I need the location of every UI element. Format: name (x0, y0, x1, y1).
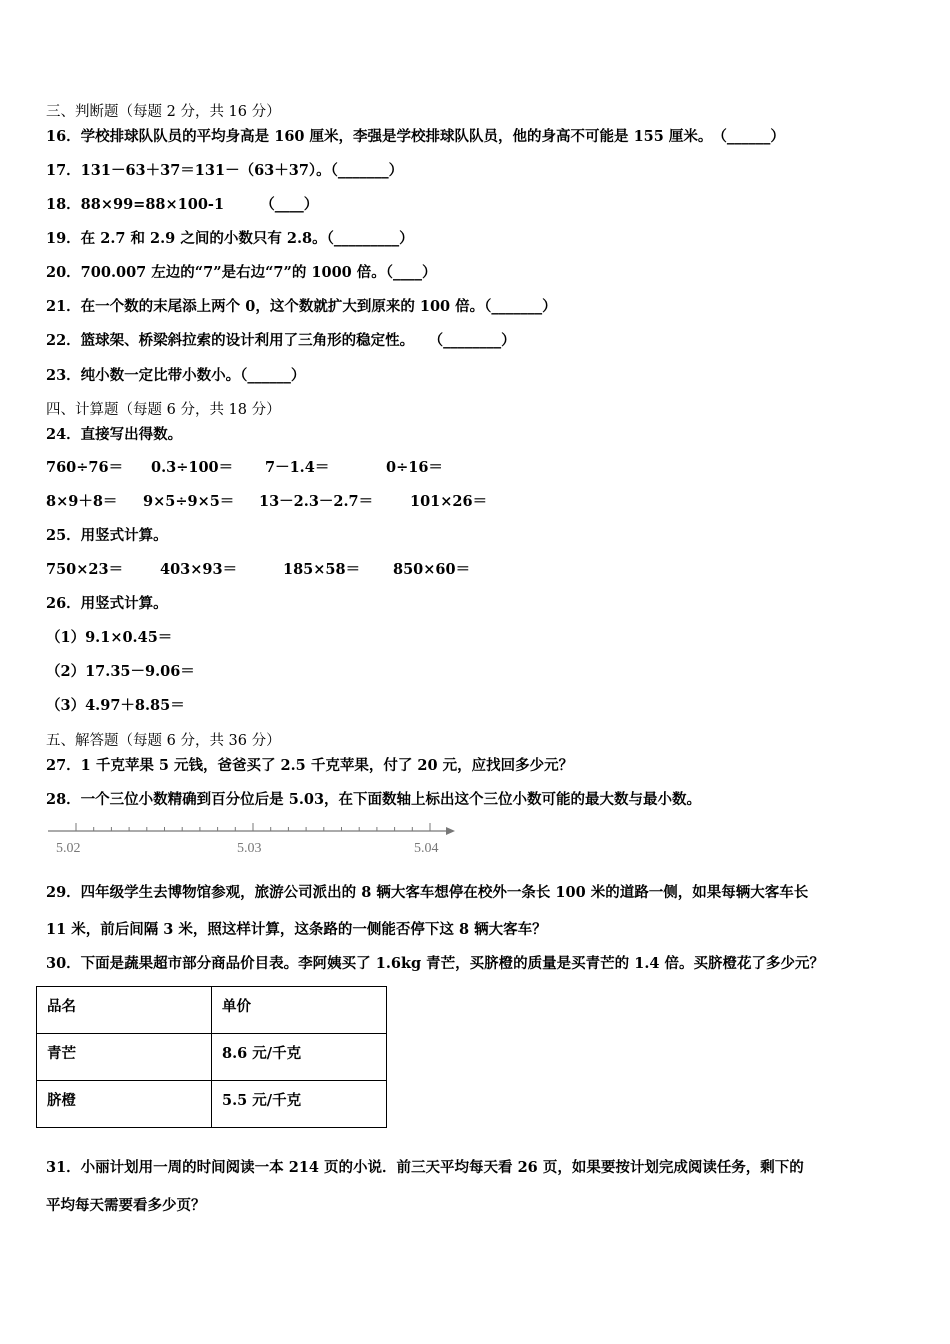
q25-expr: 750×23＝ (46, 561, 124, 578)
table-cell (37, 1081, 212, 1128)
numberline-label: 5.04 (414, 841, 439, 856)
question-31-line-1: 31．小丽计划用一周的时间阅读一本 214 页的小说．前三天平均每天看 26 页，如果要按计划完成阅读任务，剩下的 (46, 1159, 804, 1176)
q24-row-2 (46, 492, 546, 512)
header-price: 单价 (222, 998, 251, 1015)
question-24: 24．直接写出得数。 (46, 426, 183, 443)
q24-expr: 13－2.3－2.7＝ (259, 493, 374, 510)
table-row (37, 1034, 387, 1081)
question-26: 26．用竖式计算。 (46, 595, 168, 612)
question-22: 22．篮球架、桥梁斜拉索的设计利用了三角形的稳定性。 （________） (46, 332, 516, 349)
item-price: 8.6 元/千克 (222, 1045, 302, 1062)
table-row (37, 1081, 387, 1128)
q26-item-1: （1）9.1×0.45＝ (46, 629, 173, 646)
table-cell (37, 1034, 212, 1081)
section-3-title: 三、判断题（每题 2 分，共 16 分） (46, 104, 281, 120)
q25-expr: 185×58＝ (283, 561, 361, 578)
question-27: 27．1 千克苹果 5 元钱，爸爸买了 2.5 千克苹果，付了 20 元，应找回多少元？ (46, 757, 574, 774)
question-16: 16．学校排球队队员的平均身高是 160 厘米，李强是学校排球队队员，他的身高不可能是 155 厘米。 （______） (46, 128, 785, 145)
numberline-label: 5.02 (56, 841, 81, 856)
q25-expr: 850×60＝ (393, 561, 471, 578)
question-28: 28．一个三位小数精确到百分位后是 5.03，在下面数轴上标出这个三位小数可能的最大数与最小数。 (46, 791, 702, 808)
question-29-line-1: 29．四年级学生去博物馆参观，旅游公司派出的 8 辆大客车想停在校外一条长 100 米的道路一侧，如果每辆大客车长 (46, 884, 809, 901)
q24-row-1 (46, 458, 546, 478)
question-29-line-2: 11 米，前后间隔 3 米，照这样计算，这条路的一侧能否停下这 8 辆大客车？ (46, 921, 547, 938)
q24-expr: 7－1.4＝ (265, 459, 330, 476)
section-5-title: 五、解答题（每题 6 分，共 36 分） (46, 733, 281, 749)
item-name: 脐橙 (47, 1092, 76, 1109)
q25-expr: 403×93＝ (160, 561, 238, 578)
q24-expr: 8×9＋8＝ (46, 493, 118, 510)
table-header-cell (212, 987, 387, 1034)
q26-item-2: （2）17.35－9.06＝ (46, 663, 195, 680)
table-cell (212, 1034, 387, 1081)
question-20: 20．700.007 左边的“7”是右边“7”的 1000 倍。（____） (46, 264, 437, 281)
q25-row (46, 560, 546, 580)
question-23: 23．纯小数一定比带小数小。（______） (46, 367, 306, 384)
number-line-arrow (446, 827, 455, 835)
question-21: 21．在一个数的末尾添上两个 0，这个数就扩大到原来的 100 倍。（_______） (46, 298, 557, 315)
q24-expr: 101×26＝ (410, 493, 488, 510)
number-line (46, 818, 466, 858)
price-table (36, 986, 387, 1128)
numberline-label: 5.03 (237, 841, 262, 856)
header-name: 品名 (47, 998, 76, 1015)
q24-expr: 0÷16＝ (386, 459, 443, 476)
item-name: 青芒 (47, 1045, 76, 1062)
q24-expr: 760÷76＝ (46, 459, 124, 476)
question-30: 30．下面是蔬果超市部分商品价目表。李阿姨买了 1.6kg 青芒，买脐橙的质量是买青芒的 1.4 倍。买脐橙花了多少元？ (46, 955, 825, 972)
question-17: 17．131－63＋37＝131－（63＋37）。（_______） (46, 162, 404, 179)
section-4-title: 四、计算题（每题 6 分，共 18 分） (46, 402, 281, 418)
q26-item-3: （3）4.97＋8.85＝ (46, 697, 185, 714)
question-18: 18．88×99=88×100-1 （____） (46, 196, 319, 213)
table-row (37, 987, 387, 1034)
question-31-line-2: 平均每天需要看多少页？ (46, 1197, 206, 1214)
item-price: 5.5 元/千克 (222, 1092, 302, 1109)
table-header-cell (37, 987, 212, 1034)
question-19: 19．在 2.7 和 2.9 之间的小数只有 2.8。（_________） (46, 230, 414, 247)
table-cell (212, 1081, 387, 1128)
q24-expr: 9×5÷9×5＝ (143, 493, 235, 510)
q24-expr: 0.3÷100＝ (151, 459, 234, 476)
question-25: 25．用竖式计算。 (46, 527, 168, 544)
number-line-ticks (76, 823, 430, 831)
